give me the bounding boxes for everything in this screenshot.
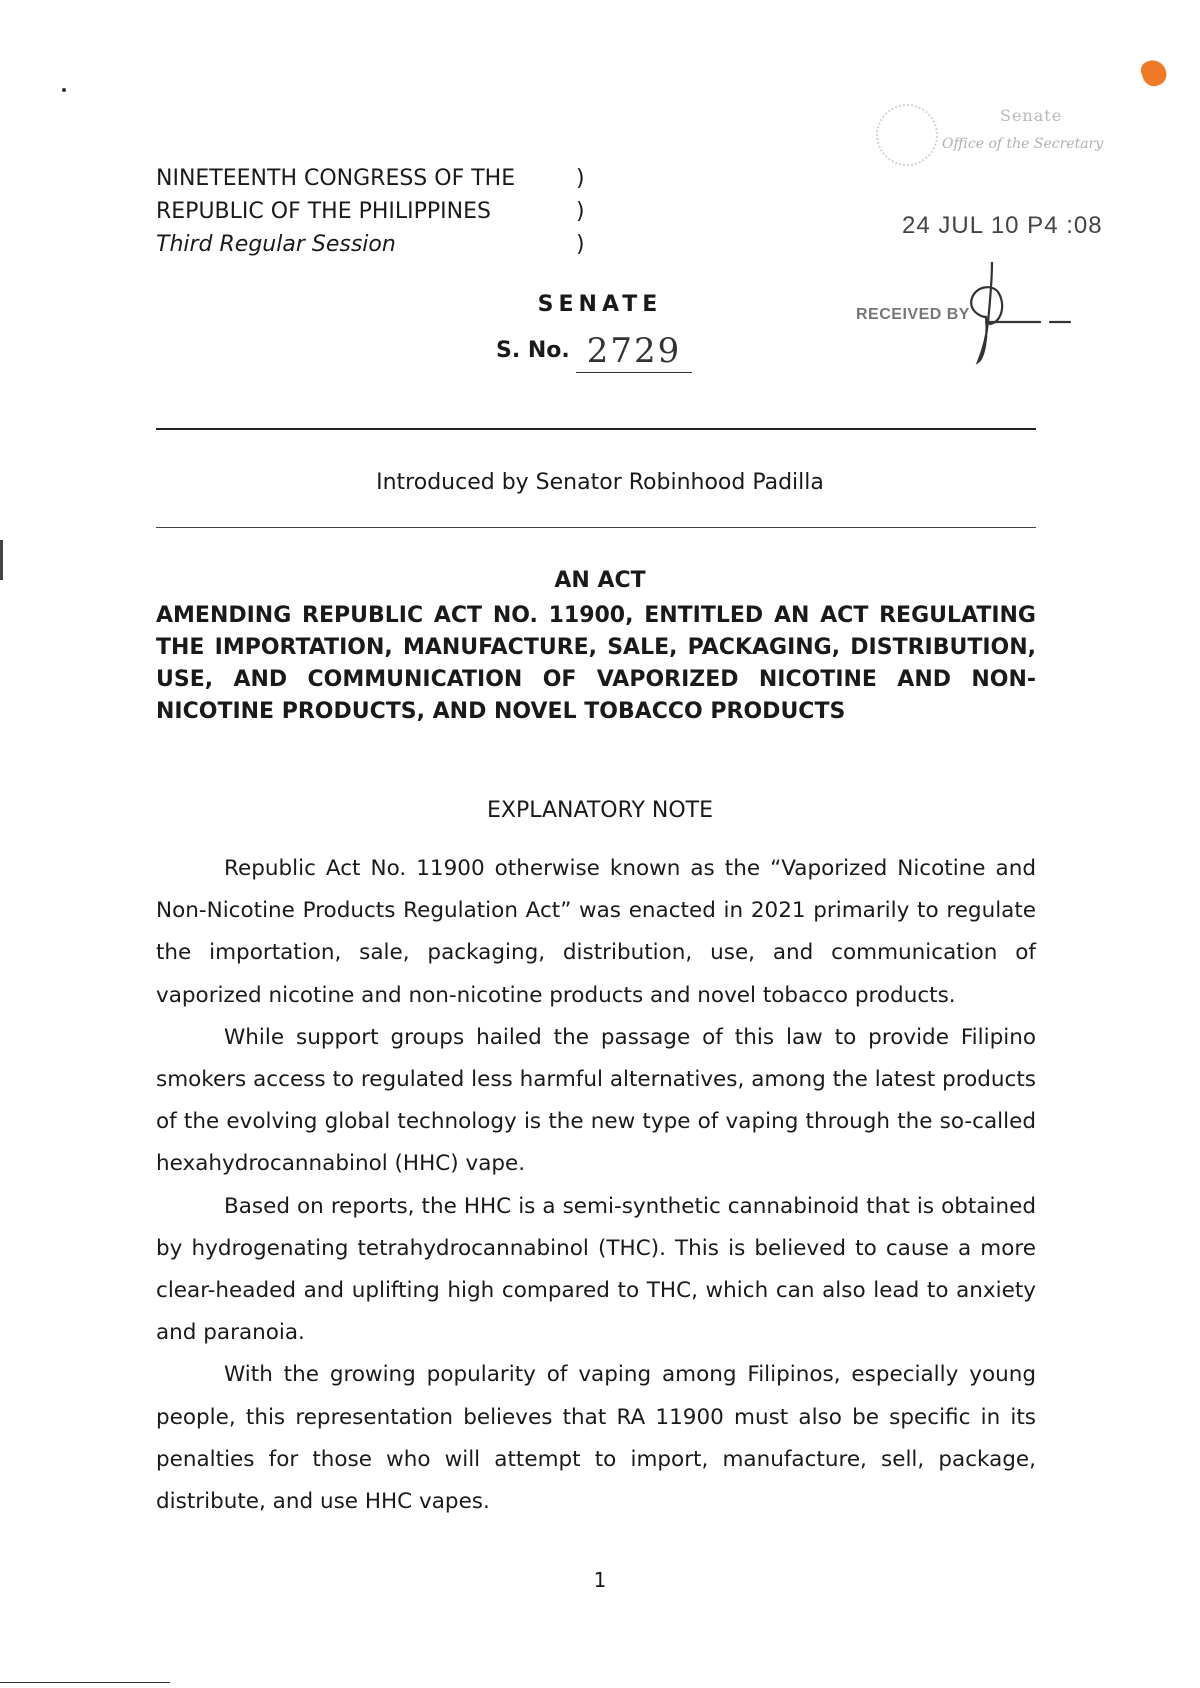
congress-line-1: NINETEENTH CONGRESS OF THE [156, 166, 516, 191]
bill-number-label: S. No. [496, 338, 570, 363]
corner-rule [0, 1682, 170, 1683]
paren: ) [576, 199, 585, 224]
stamp-date-time: 24 JUL 10 P4 :08 [902, 212, 1103, 239]
orange-tab-mark [1138, 57, 1169, 90]
act-title: AMENDING REPUBLIC ACT NO. 11900, ENTITLED AN ACT REGULATING THE IMPORTATION, MANUFACTURE, SALE, PACKAGING, DISTRIBUTION, USE, AND COMMUNICATION OF VAPORIZED NICOTINE AND NON-NICOTINE PRODUCTS, AND NOVEL TOBACCO PRODUCTS [156, 603, 1036, 724]
speck [62, 88, 66, 92]
explanatory-note-heading: EXPLANATORY NOTE [486, 798, 714, 823]
paren: ) [576, 166, 585, 191]
stamp-received-label: RECEIVED BY [856, 306, 970, 323]
senate-seal-icon [876, 104, 938, 166]
explanatory-note-body [156, 848, 1036, 1523]
stamp-top-text: Senate [1000, 106, 1063, 125]
signature-icon [960, 262, 1110, 382]
divider-bottom [156, 527, 1036, 528]
session: Third Regular Session [156, 232, 396, 257]
congress-line-2: REPUBLIC OF THE PHILIPPINES [156, 199, 491, 224]
senate-heading: SENATE [537, 292, 663, 317]
paren: ) [576, 232, 585, 257]
stamp-office-text: Office of the Secretary [942, 136, 1104, 152]
divider-top [156, 428, 1036, 430]
introduced-by: Introduced by Senator Robinhood Padilla [376, 470, 824, 495]
bill-number-value: 2729 [576, 330, 692, 373]
paragraph: Republic Act No. 11900 otherwise known as the “Vaporized Nicotine and Non-Nicotine Products Regulation Act” was enacted in 2021 primarily to regulate the importation, sale, packaging, distribution, use, and communication of vaporized nicotine and non-nicotine products and novel tobacco products. [156, 856, 1036, 1008]
paragraph: Based on reports, the HHC is a semi-synthetic cannabinoid that is obtained by hydrogenating tetrahydrocannabinol (THC). This is believed to cause a more clear-headed and uplifting high compared to THC, which can also lead to anxiety and paranoia. [156, 1193, 1036, 1346]
congress-header [156, 162, 616, 261]
page-number: 1 [593, 1568, 607, 1592]
paragraph: While support groups hailed the passage of this law to provide Filipino smokers access to regulated less harmful alternatives, among the latest products of the evolving global technology is the new type of vaping through the so-called hexahydrocannabinol (HHC) vape. [156, 1024, 1036, 1177]
act-heading: AN ACT [554, 568, 646, 593]
paragraph: With the growing popularity of vaping among Filipinos, especially young people, this representation believes that RA 11900 must also be specific in its penalties for those who will attempt to import, manufacture, sell, package, distribute, and use HHC vapes. [156, 1362, 1036, 1515]
